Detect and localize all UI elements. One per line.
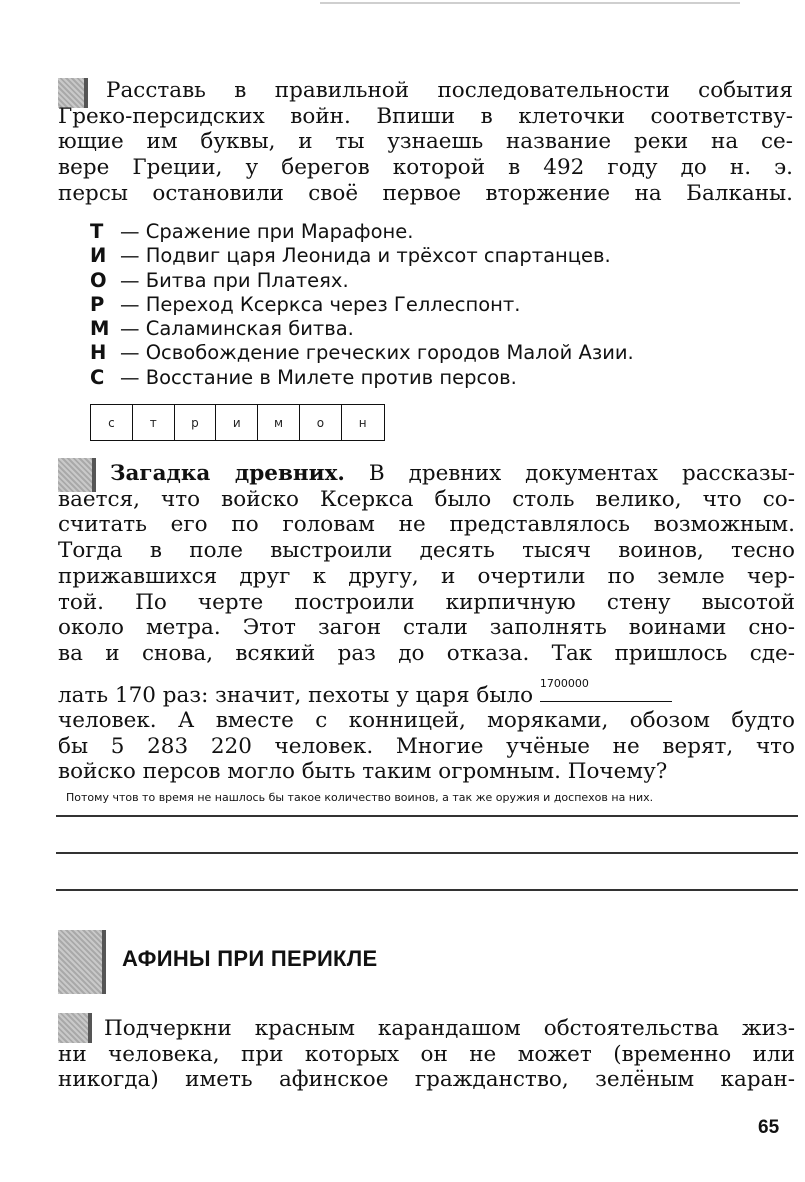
answer-cell[interactable]: н [358,415,367,430]
riddle-line: вается, что войско Ксеркса было столь велико, что со- [58,486,795,512]
events-list [90,220,634,390]
riddle-text [58,461,795,667]
exercise2-line-1: Расставь в правильной последовательности события [106,78,793,103]
answer-cell[interactable]: м [258,405,300,440]
riddle-line: той. По черте построили кирпичную стену высотой [58,589,795,615]
next-exercise-line: Подчеркни красным карандашом обстоятельства жиз- [104,1016,795,1041]
list-item: Н — Освобождение греческих городов Малой Азии. [90,341,634,365]
answer-cell[interactable]: с [91,405,133,440]
list-item: Р — Переход Ксеркса через Геллеспонт. [90,292,521,316]
list-item: С — Восстание в Милете против персов. [90,365,517,389]
riddle-line: считать его по головам не представлялось возможным. [58,512,795,538]
answer-blank[interactable] [539,677,672,702]
section-title: АФИНЫ ПРИ ПЕРИКЛЕ [122,946,378,971]
answer-cell[interactable]: р [175,405,217,440]
next-exercise-line: ни человека, при которых он не может (временно или [58,1041,795,1067]
top-rule [320,2,740,4]
section-badge-icon [58,930,106,994]
riddle-answer-line: лать 170 раз: значит, пехоты у царя было 1700000 [58,683,795,709]
handwritten-answer: Потому чтов то время не нашлось бы такое количество воинов, а так же оружия и доспехов на них. [66,791,654,804]
exercise2-line-5: персы остановили своё первое вторжение на Балканы. [58,180,793,206]
answer-rule[interactable] [56,852,798,854]
answer-cell[interactable]: о [300,405,342,440]
list-item: О — Битва при Платеях. [90,268,349,292]
exercise2-line-4: вере Греции, у берегов которой в 492 году до н. э. [58,155,793,181]
riddle-after-text [58,708,795,785]
riddle-line: человек. А вместе с конницей, моряками, обозом будто [58,708,795,733]
riddle-line: прижавшихся друг к другу, и очертили по земле чер- [58,563,795,589]
answer-cell[interactable]: и [216,405,258,440]
answer-rule[interactable] [56,889,798,891]
exercise2-line-2: Греко-персидских войн. Впиши в клеточки соответству- [58,103,793,129]
riddle-first-line: Загадка древних. В древних документах рассказы- [110,461,795,486]
riddle-line: ва и снова, всякий раз до отказа. Так пришлось сде- [58,640,795,666]
answer-cell[interactable]: т [133,405,175,440]
list-item: Т — Сражение при Марафоне. [90,220,414,243]
riddle-line: бы 5 283 220 человек. Многие учёные не верят, что [58,733,795,759]
riddle-line: около метра. Этот загон стали заполнять воинами сно- [58,615,795,641]
page-number: 65 [758,1117,780,1138]
exercise2-text [58,78,793,207]
riddle-line: Тогда в поле выстроили десять тысяч воинов, тесно [58,538,795,564]
answer-grid [90,404,385,441]
next-exercise-text [58,1016,795,1093]
answer-rule[interactable] [56,815,798,817]
answer-blank-value: 1700000 [539,677,589,690]
riddle-line: войско персов могло быть таким огромным. Почему? [58,759,668,785]
exercise2-line-3: ющие им буквы, и ты узнаешь название реки на се- [58,129,793,155]
list-item: И — Подвиг царя Леонида и трёхсот спартанцев. [90,244,611,268]
list-item: М — Саламинская битва. [90,317,354,341]
next-exercise-line: никогда) иметь афинское гражданство, зелёным каран- [58,1067,795,1093]
